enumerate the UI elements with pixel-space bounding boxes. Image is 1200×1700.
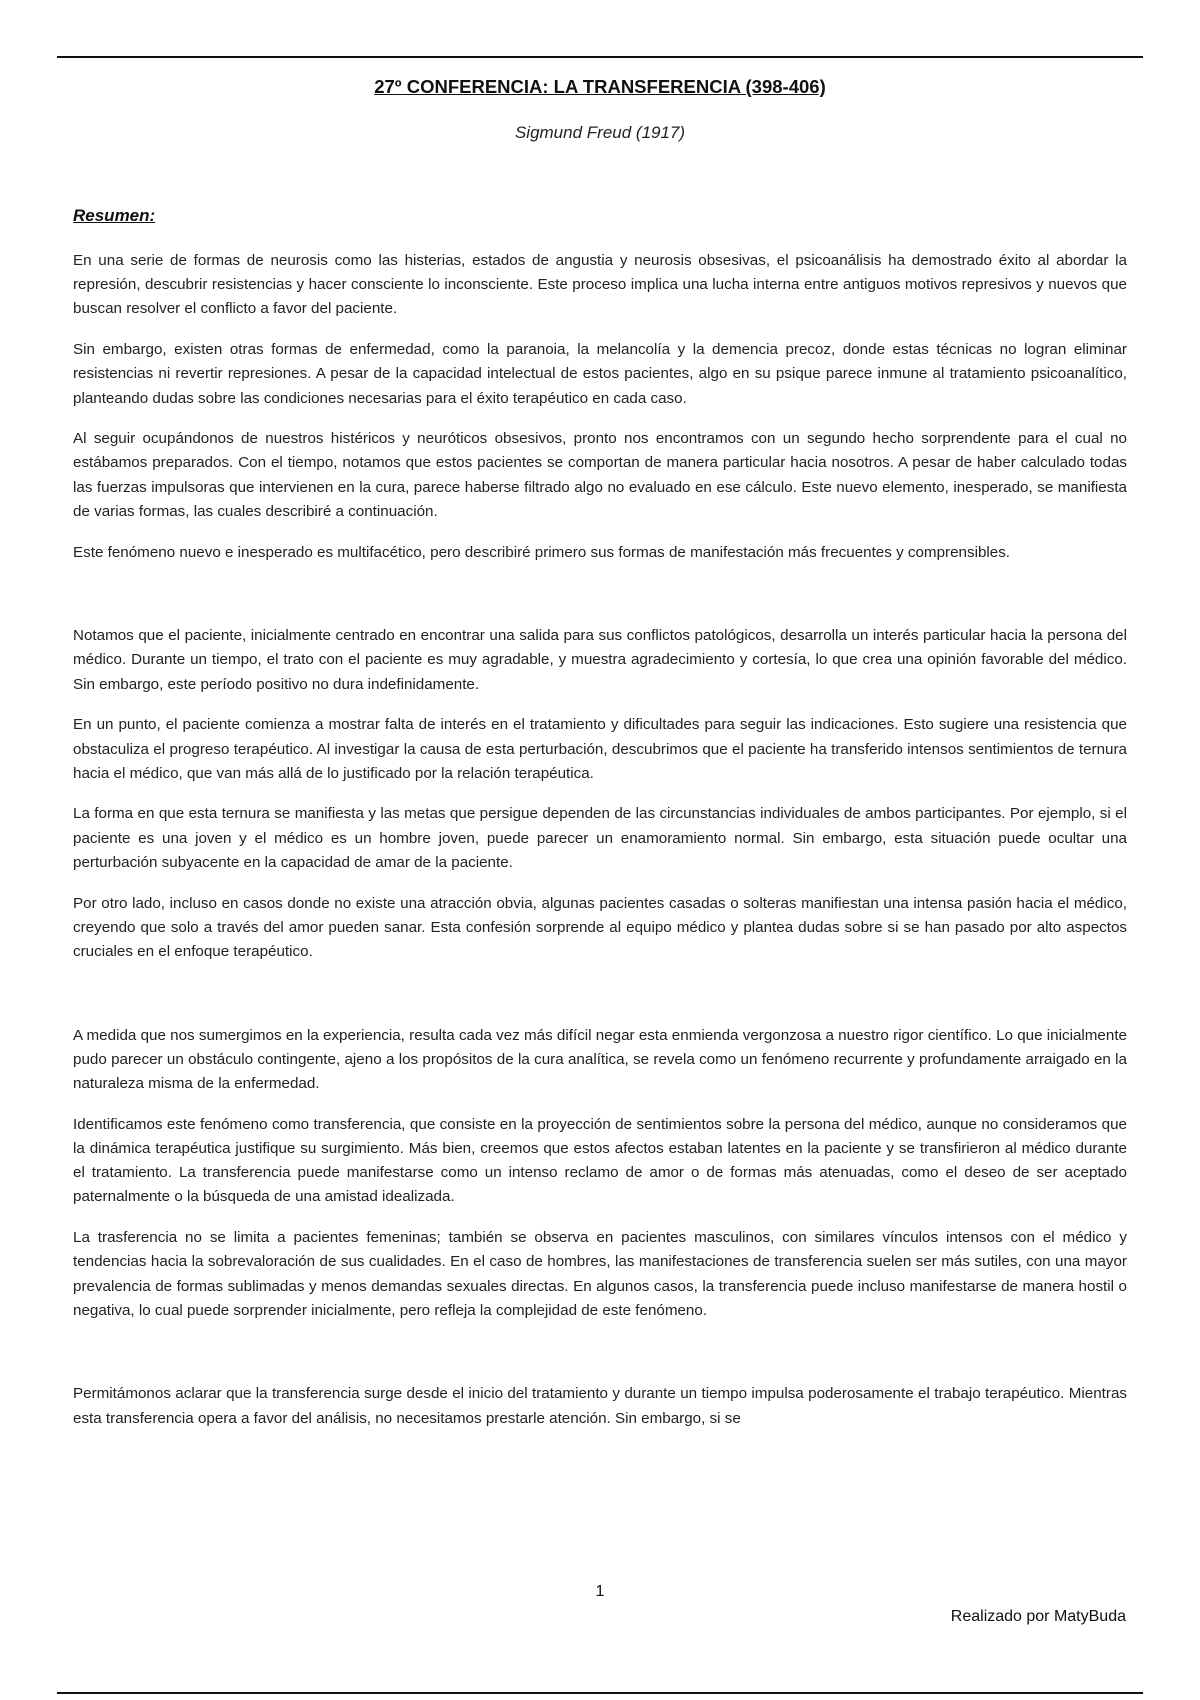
document-author: Sigmund Freud (1917) xyxy=(514,123,686,142)
paragraph: Sin embargo, existen otras formas de enfermedad, como la paranoia, la melancolía y la demencia precoz, donde estas técnicas no logran eliminar resistencias ni revertir represiones. A pesar de la capacidad intelectual de estos pacientes, algo en su psique parece inmune al tratamiento psicoanalítico, planteando dudas sobre las condiciones necesarias para el éxito terapéutico en cada caso. xyxy=(73,341,1127,407)
paragraph: En una serie de formas de neurosis como las histerias, estados de angustia y neurosis obsesivas, el psicoanálisis ha demostrado éxito al abordar la represión, descubrir resistencias y hacer consciente lo inconsciente. Este proceso implica una lucha interna entre antiguos motivos represivos y nuevos que buscan resolver el conflicto a favor del paciente. xyxy=(73,252,1127,318)
author-credit: Realizado por MatyBuda xyxy=(950,1608,1126,1625)
paragraph: Al seguir ocupándonos de nuestros histéricos y neuróticos obsesivos, pronto nos encontramos con un segundo hecho sorprendente para el cual no estábamos preparados. Con el tiempo, notamos que estos pacientes se comportan de manera particular hacia nosotros. A pesar de haber calculado todas las fuerzas impulsoras que intervienen en la cura, parece haberse filtrado algo no evaluado en ese cálculo. Este nuevo elemento, inesperado, se manifiesta de varias formas, las cuales describiré a continuación. xyxy=(73,430,1127,520)
paragraph: La forma en que esta ternura se manifiesta y las metas que persigue dependen de las circunstancias individuales de ambos participantes. Por ejemplo, si el paciente es una joven y el médico es un hombre joven, puede parecer un enamoramiento normal. Sin embargo, esta situación puede ocultar una perturbación subyacente en la capacidad de amar de la paciente. xyxy=(73,805,1127,871)
summary-heading: Resumen: xyxy=(73,206,156,225)
page-number: 1 xyxy=(595,1583,605,1600)
bottom-rule xyxy=(57,1692,1143,1694)
section-gap xyxy=(73,981,1127,1024)
paragraph: Identificamos este fenómeno como transferencia, que consiste en la proyección de sentimientos sobre la persona del médico, aunque no consideramos que la dinámica terapéutica justifique su surgimiento. Más bien, creemos que estos afectos estaban latentes en la paciente y se transfirieron al médico durante el tratamiento. La transferencia puede manifestarse como un intenso reclamo de amor o de formas más atenuadas, como el deseo de ser aceptado paternalmente o la búsqueda de una amistad idealizada. xyxy=(73,1115,1127,1206)
paragraph: A medida que nos sumergimos en la experiencia, resulta cada vez más difícil negar esta enmienda vergonzosa a nuestro rigor científico. Lo que inicialmente pudo parecer un obstáculo contingente, ajeno a los propósitos de la cura analítica, se revela como un fenómeno recurrente y profundamente arraigado en la naturaleza misma de la enfermedad. xyxy=(73,1026,1127,1093)
paragraph: La trasferencia no se limita a pacientes femeninas; también se observa en pacientes masculinos, con similares vínculos intensos con el médico y tendencias hacia la sobrevaloración de sus cualidades. En el caso de hombres, las manifestaciones de transferencia suelen ser más sutiles, con una mayor prevalencia de formas sublimadas y menos demandas sexuales directas. En algunos casos, la transferencia puede incluso manifestarse de manera hostil o negativa, lo cual puede sorprender inicialmente, pero refleja la complejidad de este fenómeno. xyxy=(73,1229,1127,1319)
paragraph: Por otro lado, incluso en casos donde no existe una atracción obvia, algunas pacientes casadas o solteras manifiestan una intensa pasión hacia el médico, creyendo que solo a través del amor pueden sanar. Esta confesión sorprende al equipo médico y plantea dudas sobre si se han pasado por alto aspectos cruciales en el enfoque terapéutico. xyxy=(73,894,1127,960)
paragraph: Este fenómeno nuevo e inesperado es multifacético, pero describiré primero sus formas de manifestación más frecuentes y comprensibles. xyxy=(73,543,1011,561)
paragraph: Permitámonos aclarar que la transferencia surge desde el inicio del tratamiento y durante un tiempo impulsa poderosamente el trabajo terapéutico. Mientras esta transferencia opera a favor del análisis, no necesitamos prestarle atención. Sin embargo, si se xyxy=(73,1385,1127,1427)
paragraph: Notamos que el paciente, inicialmente centrado en encontrar una salida para sus conflictos patológicos, desarrolla un interés particular hacia la persona del médico. Durante un tiempo, el trato con el paciente es muy agradable, y muestra agradecimiento y cortesía, lo que crea una opinión favorable del médico. Sin embargo, este período positivo no dura indefinidamente. xyxy=(73,627,1127,693)
document-title: 27º CONFERENCIA: LA TRANSFERENCIA (398-406) xyxy=(374,76,826,97)
section-gap xyxy=(73,1339,1127,1382)
paragraph: En un punto, el paciente comienza a mostrar falta de interés en el tratamiento y dificultades para seguir las indicaciones. Esto sugiere una resistencia que obstaculiza el progreso terapéutico. Al investigar la causa de esta perturbación, descubrimos que el paciente ha transferido intensos sentimientos de ternura hacia el médico, que van más allá de lo justificado por la relación terapéutica. xyxy=(73,716,1127,782)
section-gap xyxy=(73,581,1127,624)
document-body xyxy=(73,249,1127,1447)
top-rule xyxy=(57,56,1143,58)
